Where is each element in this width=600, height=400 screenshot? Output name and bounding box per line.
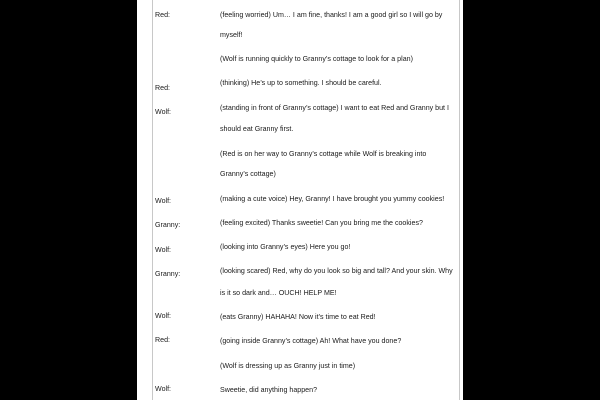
stage-direction: Granny’s cottage) xyxy=(220,170,276,178)
dialogue-line: (looking scared) Red, why do you look so big and tall? And your skin. Why xyxy=(220,267,453,275)
speaker-label: Wolf: xyxy=(155,197,172,205)
speaker-label: Granny: xyxy=(155,270,181,278)
speaker-label: Wolf: xyxy=(155,385,172,393)
table-right-border xyxy=(459,0,460,400)
document-page xyxy=(137,0,463,400)
speaker-label: Granny: xyxy=(155,221,181,229)
speaker-label: Wolf: xyxy=(155,108,172,116)
dialogue-line: (standing in front of Granny’s cottage) I want to eat Red and Granny but I xyxy=(220,104,449,112)
dialogue-line: (looking into Granny’s eyes) Here you go! xyxy=(220,243,351,251)
speaker-label: Red: xyxy=(155,11,170,19)
dialogue-line: Sweetie, did anything happen? xyxy=(220,386,318,394)
dialogue-line: (making a cute voice) Hey, Granny! I have brought you yummy cookies! xyxy=(220,195,445,203)
dialogue-line: (feeling worried) Um… I am fine, thanks! I am a good girl so I will go by xyxy=(220,11,443,19)
dialogue-line: (feeling excited) Thanks sweetie! Can you bring me the cookies? xyxy=(220,219,423,227)
table-left-border xyxy=(152,0,153,400)
stage-direction: (Red is on her way to Granny’s cottage while Wolf is breaking into xyxy=(220,150,427,158)
dialogue-line: is it so dark and… OUCH! HELP ME! xyxy=(220,289,337,297)
dialogue-line: (going inside Granny’s cottage) Ah! What have you done? xyxy=(220,337,402,345)
speaker-label: Wolf: xyxy=(155,312,172,320)
dialogue-line: should eat Granny first. xyxy=(220,125,294,133)
dialogue-line: myself! xyxy=(220,31,243,39)
speaker-label: Red: xyxy=(155,84,170,92)
stage-direction: (Wolf is dressing up as Granny just in time) xyxy=(220,362,356,370)
dialogue-line: (thinking) He’s up to something. I should be careful. xyxy=(220,79,382,87)
dialogue-line: (eats Granny) HAHAHA! Now it’s time to eat Red! xyxy=(220,313,376,321)
speaker-label: Red: xyxy=(155,336,170,344)
speaker-label: Wolf: xyxy=(155,246,172,254)
stage-direction: (Wolf is running quickly to Granny’s cottage to look for a plan) xyxy=(220,55,413,63)
